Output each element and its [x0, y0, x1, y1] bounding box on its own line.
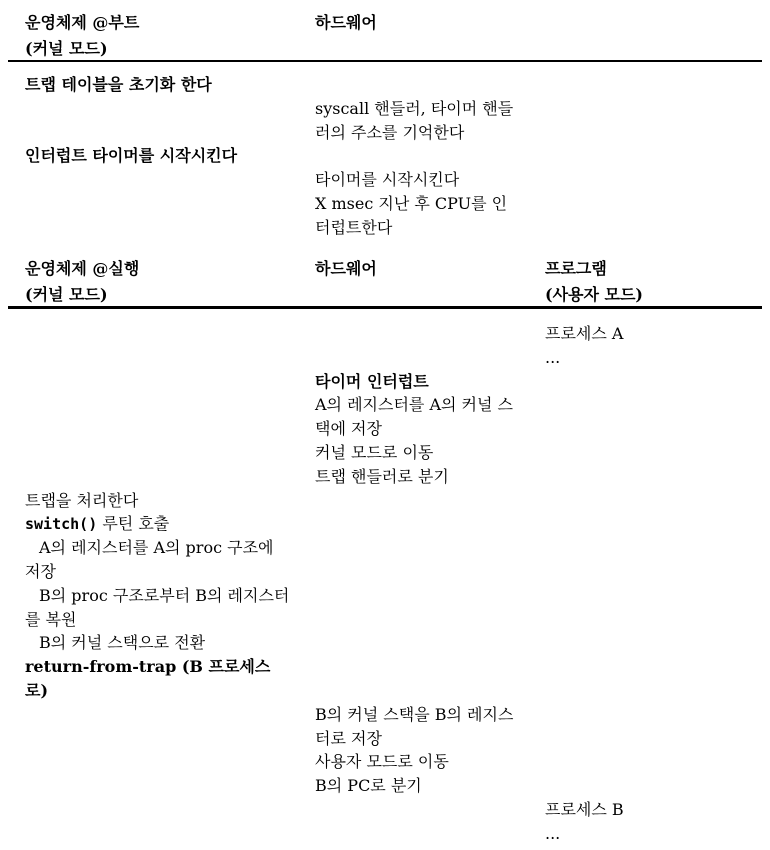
- table-line-col2: [315, 170, 459, 190]
- table-line-col3: [545, 324, 623, 344]
- table-line-col1: [39, 633, 205, 653]
- table-line-col2: [315, 776, 422, 796]
- table-line-col1: [25, 514, 169, 534]
- table-line-col2: [315, 752, 449, 772]
- text-segment: 러의 주소를 기억한다: [315, 122, 465, 142]
- text-segment: 로): [25, 681, 49, 700]
- header-program-title: 프로그램: [545, 259, 607, 278]
- table-line-col1: [39, 586, 289, 606]
- header-program: [545, 256, 643, 308]
- table-line-col2: [315, 419, 382, 439]
- table-line-col2: [315, 395, 513, 415]
- table-line-col2: [315, 372, 429, 392]
- header-os-boot-title: 운영체제 @부트: [25, 13, 140, 32]
- header-boot-rule: [8, 60, 762, 62]
- header-os-boot-mode: (커널 모드): [25, 39, 108, 58]
- text-segment: 루틴 호출: [97, 514, 170, 534]
- text-segment: 를 복원: [25, 609, 77, 629]
- text-segment: 터로 저장: [315, 728, 382, 748]
- table-line-col1: [25, 562, 56, 582]
- text-segment: 커널 모드로 이동: [315, 443, 434, 462]
- header-os-run: [25, 256, 139, 308]
- header-program-mode: (사용자 모드): [545, 285, 643, 304]
- header-hardware-boot-title: 하드웨어: [315, 13, 377, 32]
- table-line-col2: [315, 99, 513, 119]
- table-line-col2: [315, 218, 392, 238]
- table-line-col1: [39, 538, 274, 558]
- table-line-col2: [315, 705, 513, 725]
- table-line-col3: [545, 800, 624, 820]
- header-run-rule: [8, 306, 762, 309]
- header-hardware-run-title: 하드웨어: [315, 259, 377, 278]
- text-segment: ...: [545, 347, 561, 367]
- text-segment: switch(): [25, 515, 98, 534]
- text-segment: B의 커널 스택을 B의 레지스: [315, 704, 514, 724]
- text-segment: X msec 지난 후 CPU를 인: [315, 194, 508, 213]
- section-boot-body: [0, 75, 770, 256]
- header-hardware-boot: [315, 10, 377, 36]
- table-line-col2: [315, 443, 433, 463]
- table-line-col1: [25, 610, 76, 630]
- header-os-run-mode: (커널 모드): [25, 285, 108, 304]
- text-segment: 트랩을 처리한다: [25, 490, 139, 510]
- text-segment: return-from-trap (B 프로세스: [25, 657, 271, 677]
- table-line-col2: [315, 123, 464, 143]
- table-line-col1: [25, 681, 48, 701]
- table-line-col2: [315, 194, 507, 214]
- text-segment: 트랩 핸들러로 분기: [315, 466, 449, 486]
- text-segment: 터럽트한다: [315, 217, 393, 237]
- text-segment: A의 레지스터를 A의 proc 구조에: [39, 538, 274, 558]
- text-segment: 타이머 인터럽트: [315, 371, 429, 391]
- text-segment: A의 레지스터를 A의 커널 스: [315, 395, 514, 415]
- text-segment: ...: [545, 823, 561, 843]
- text-segment: 인터럽트 타이머를 시작시킨다: [25, 146, 238, 166]
- text-segment: 트랩 테이블을 초기화 한다: [25, 75, 212, 94]
- table-line-col1: [25, 491, 138, 511]
- table-line-col3: [545, 824, 560, 844]
- header-os-run-title: 운영체제 @실행: [25, 259, 140, 278]
- table-line-col2: [315, 467, 449, 487]
- table-line-col1: [25, 75, 212, 95]
- table-line-col1: [25, 146, 237, 166]
- text-segment: 저장: [25, 562, 56, 581]
- text-segment: 프로세스 A: [545, 324, 624, 343]
- text-segment: B의 proc 구조로부터 B의 레지스터: [39, 585, 290, 605]
- text-segment: 타이머를 시작시킨다: [315, 170, 460, 190]
- header-hardware-run: [315, 256, 377, 282]
- header-os-boot: [25, 10, 139, 62]
- text-segment: 프로세스 B: [545, 800, 624, 819]
- text-segment: 사용자 모드로 이동: [315, 752, 449, 772]
- table-line-col2: [315, 729, 382, 749]
- text-segment: 택에 저장: [315, 419, 382, 439]
- text-segment: syscall 핸들러, 타이머 핸들: [315, 98, 514, 118]
- text-segment: B의 커널 스택으로 전환: [39, 633, 206, 653]
- section-run-body: [0, 324, 770, 850]
- table-line-col3: [545, 348, 560, 368]
- table-line-col1: [25, 657, 270, 677]
- text-segment: B의 PC로 분기: [315, 776, 422, 796]
